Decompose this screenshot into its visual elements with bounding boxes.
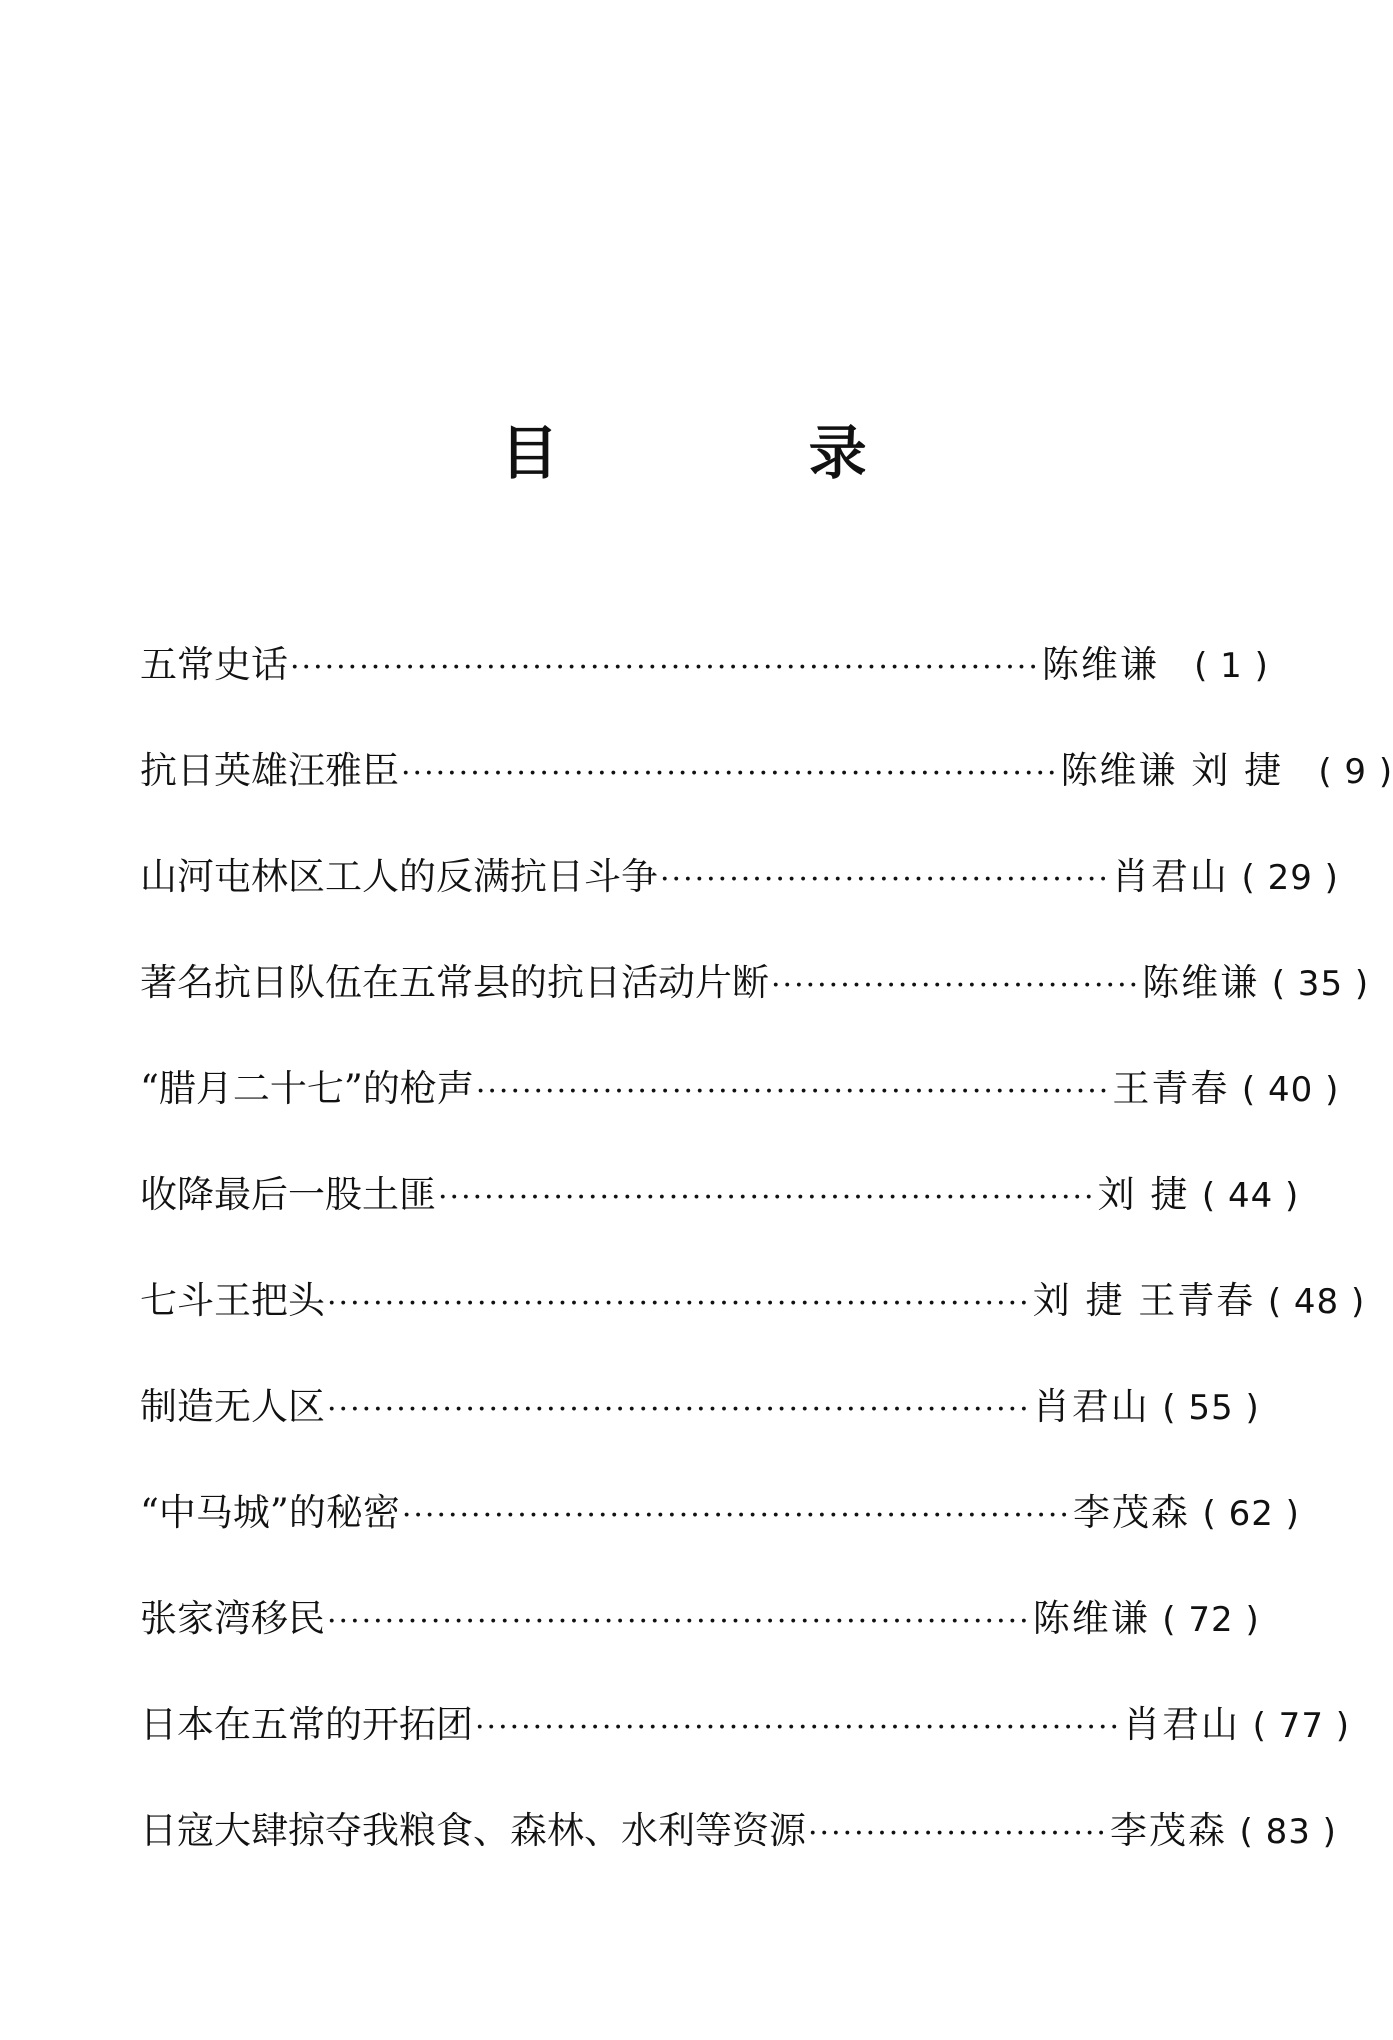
toc-entry-leader: ································ — [771, 968, 1141, 1003]
toc-entry-leader: ························································· — [401, 756, 1059, 791]
toc-entry-author: 陈维谦 — [1041, 643, 1159, 686]
toc-entry — [140, 1806, 1337, 1912]
toc-entry — [140, 746, 1393, 852]
toc-entry-leader: ························································· — [438, 1180, 1096, 1215]
toc-entry-author: 肖君山 — [1111, 855, 1229, 898]
toc-entry-title: 张家湾移民 — [140, 1597, 325, 1640]
toc-entry-page: ( 62 ) — [1202, 1494, 1300, 1534]
toc-entry-title: “中马城”的秘密 — [140, 1491, 400, 1534]
toc-entry — [140, 1382, 1260, 1488]
toc-entry — [140, 958, 1370, 1064]
toc-entry-page: ( 40 ) — [1241, 1070, 1340, 1110]
toc-entry-author: 陈维谦 刘 捷 — [1060, 749, 1284, 792]
toc-entry-leader: ·························· — [808, 1816, 1108, 1851]
toc-entry-page: ( 72 ) — [1162, 1600, 1260, 1640]
toc-entry-title: 著名抗日队伍在五常县的抗日活动片断 — [140, 961, 769, 1004]
toc-entry-title: 日寇大肆掠夺我粮食、森林、水利等资源 — [140, 1809, 806, 1852]
toc-entry-page: ( 44 ) — [1201, 1176, 1300, 1216]
toc-entry — [140, 1064, 1340, 1170]
toc-entry-author: 李茂森 — [1109, 1809, 1227, 1852]
toc-entry-leader: ······································· — [660, 862, 1110, 897]
toc-entry-title: 日本在五常的开拓团 — [140, 1703, 473, 1746]
toc-entry-leader: ····························································· — [327, 1604, 1031, 1639]
page-title: 目 录 — [500, 419, 982, 487]
toc-entry-title: 收降最后一股土匪 — [140, 1173, 436, 1216]
toc-entry — [140, 1594, 1260, 1700]
toc-entry-page: ( 1 ) — [1194, 646, 1269, 686]
toc-entry-page: ( 55 ) — [1162, 1388, 1260, 1428]
table-of-contents — [140, 640, 1393, 1912]
toc-entry-leader: ······················································· — [475, 1074, 1111, 1109]
toc-entry-page: ( 9 ) — [1318, 752, 1393, 792]
toc-entry-title: “腊月二十七”的枪声 — [140, 1067, 474, 1110]
toc-entry-leader: ·························································· — [401, 1498, 1071, 1533]
toc-entry-title: 山河屯林区工人的反满抗日斗争 — [140, 855, 658, 898]
toc-entry-leader: ························································ — [475, 1710, 1122, 1745]
toc-entry-title: 抗日英雄汪雅臣 — [140, 749, 399, 792]
toc-entry-leader: ····························································· — [327, 1392, 1031, 1427]
toc-entry-leader: ····························································· — [327, 1286, 1031, 1321]
toc-entry-title: 五常史话 — [140, 643, 288, 686]
toc-entry-author: 刘 捷 — [1097, 1173, 1190, 1216]
toc-entry-page: ( 29 ) — [1241, 858, 1339, 898]
toc-entry-page: ( 35 ) — [1271, 964, 1370, 1004]
toc-entry-page: ( 77 ) — [1252, 1706, 1351, 1746]
toc-entry-page: ( 48 ) — [1267, 1282, 1366, 1322]
toc-entry-author: 李茂森 — [1072, 1491, 1190, 1534]
toc-entry-author: 肖君山 — [1032, 1385, 1150, 1428]
toc-entry-leader: ································································· — [290, 650, 1040, 685]
toc-entry-title: 七斗王把头 — [140, 1279, 325, 1322]
toc-entry — [140, 1700, 1351, 1806]
toc-entry-title: 制造无人区 — [140, 1385, 325, 1428]
toc-entry — [140, 852, 1339, 958]
toc-entry — [140, 1276, 1366, 1382]
toc-entry-author: 陈维谦 — [1032, 1597, 1150, 1640]
toc-entry-author: 刘 捷 王青春 — [1032, 1279, 1256, 1322]
toc-entry-author: 王青春 — [1112, 1067, 1230, 1110]
toc-entry — [140, 1170, 1300, 1276]
toc-entry — [140, 1488, 1300, 1594]
toc-entry-page: ( 83 ) — [1239, 1812, 1337, 1852]
toc-entry — [140, 640, 1269, 746]
toc-entry-author: 肖君山 — [1123, 1703, 1241, 1746]
toc-entry-author: 陈维谦 — [1142, 961, 1260, 1004]
